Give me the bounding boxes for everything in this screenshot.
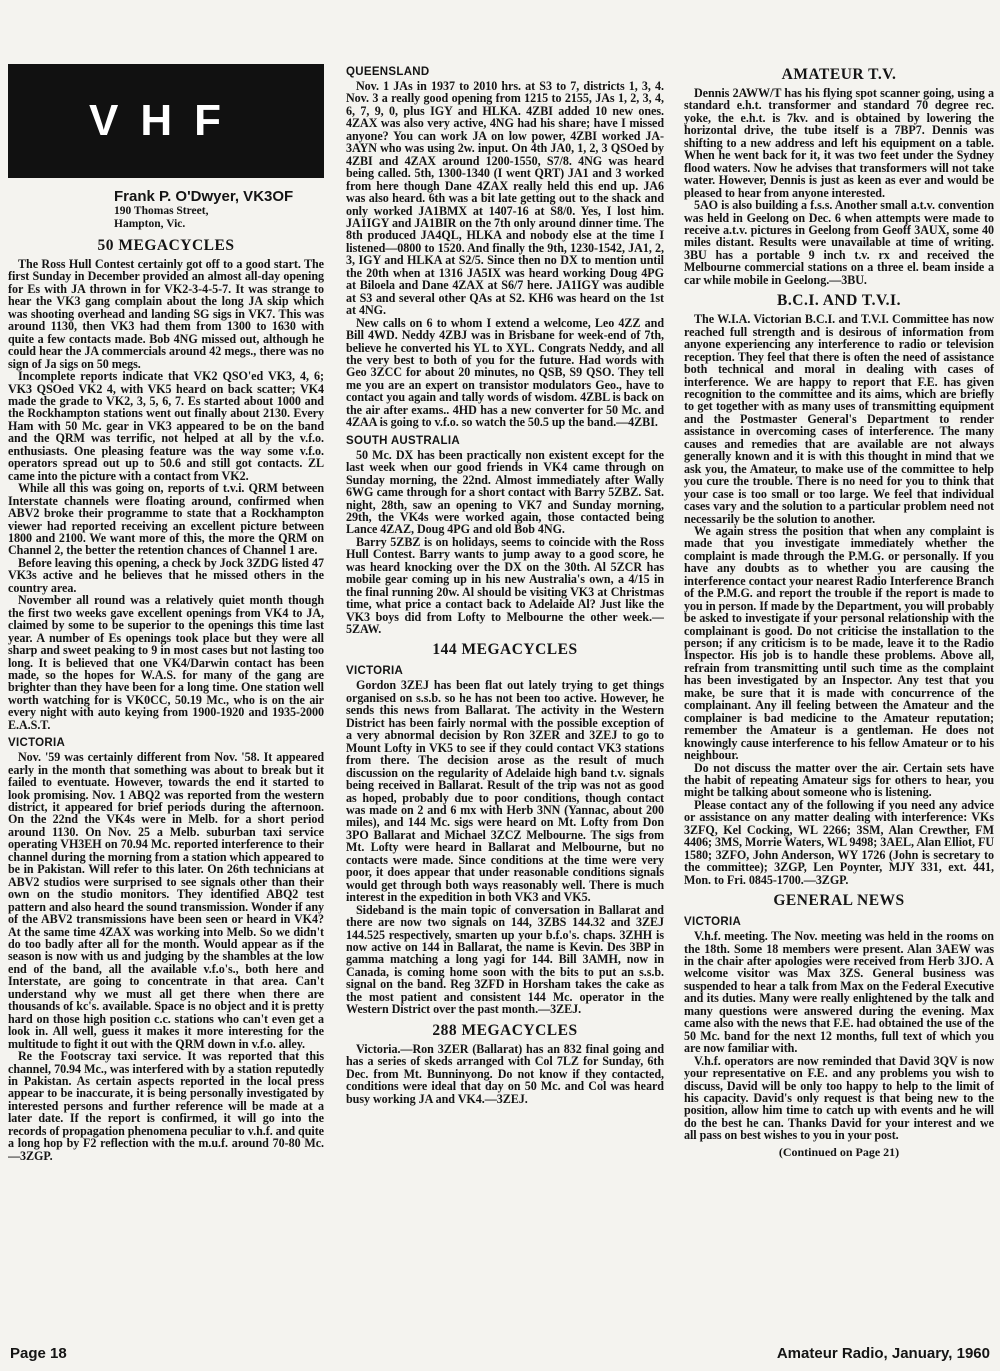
paragraph: Do not discuss the matter over the air. Certain sets have the habit of repeating Amateur sigs for others to hear, you might be talking about someone who is listening. <box>684 760 994 800</box>
paragraph: Barry 5ZBZ is on holidays, seems to coincide with the Ross Hull Contest. Barry wants to jump away to a good score, he was heard knocking over the DX on the 30th. Al 5ZCR has mobile gear coming up in his new Australia's own, a 4/15 in the final running 20w. Al should be visiting VK3 at Christmas time, what price a contact back to Adelaide Al? Just like the VK3 boys did from Lofty to Melbourne the other week.—5ZAW. <box>346 534 664 637</box>
section-heading-144mc: 144 MEGACYCLES <box>432 641 578 659</box>
author-name: Frank P. O'Dwyer, VK3OF <box>114 188 294 205</box>
subheading-queensland: QUEENSLAND <box>346 66 430 78</box>
author-block <box>114 188 324 231</box>
author-street: 190 Thomas Street, <box>114 205 209 217</box>
section-heading-general-news: GENERAL NEWS <box>773 892 905 910</box>
paragraph: V.h.f. meeting. The Nov. meeting was held in the rooms on the 18th. Some 18 members were present. Alan 3AEW was in the chair after apologies were received from Herb 3JO. A welcome visitor was Max 3ZS. General business was suspended to hear a talk from Max on the Federal Executive and its duties. Many were really enlightened by the talk and many questions were answered during the evening. Max came also with the news that F.E. had obtained the use of the 50 Mc. band for the next 12 months, full text of which you are now familiar with. <box>684 929 994 1056</box>
paragraph: Gordon 3ZEJ has been flat out lately trying to get things organised on s.s.b. so he has not been too active. However, he sends this news from Ballarat. The activity in the Western District has been fairly normal with the possible exception of a very abnormal decision by Ron 3ZER and 3ZEJ to go to Mount Lofty in VK5 to see if they could contact VK3 stations from there. The decision arose as the result of much discussion on the regularity of Adelaide high band t.v. signals being received in Ballarat. Result of the trip was not as good as hoped, probably due to poor conditions, though contact was made on 2 and 6 mx with Herb 3NN (Yannac, about 200 miles), and 144 Mc. sigs were heard on Mt. Lofty from Don 3PO Ballarat and Michael 3ZCZ Melbourne. The sigs from Mt. Lofty were heard in Ballarat and Melbourne, but no contacts were made. Since conditions at the time were very poor, it does appear that under reasonable conditions signals would get through both ways reasonably well. There is much interest in the expedition in both VK3 and VK5. <box>346 678 664 905</box>
paragraph: The W.I.A. Victorian B.C.I. and T.V.I. Committee has now reached full strength and is desirous of information from anyone experiencing any interference to radio or television reception. They feel that there is often the need of assistance both technical and moral in dealing with cases of interference. We are happy to report that F.E. has given recognition to the committee and its aims, which are briefly to get together with as many uses of transmitting equipment and the Postmaster General's Department to render assistance in overcoming cases of interference. The many causes and remedies that are available are not always generally known and it is with this thought in mind that we ask you, the Amateur, to make use of the committee to help you cure the trouble. There is no need for you to think that your case is too small or too large. We feel that individual cases vary and the solution to a particular problem need not necessarily be the solution to another. <box>684 312 994 526</box>
section-heading-amateur-tv: AMATEUR T.V. <box>781 66 897 83</box>
page-number: Page 18 <box>10 1345 67 1362</box>
paragraph: We again stress the position that when any complaint is made that you investigate immediately whether the complaint is made through the P.M.G. or personally. If you have any doubts as to whether you are causing the interference contact your nearest Radio Interference Branch of the P.M.G. and report the trouble if the report is made to you in person. If made by the Department, you will probably be asked to investigate if your personal relationship with the complainant is good. Do not criticise the installation to the person; if any criticism is to be made, leave it to the Radio Inspector. His job is to handle these problems. Above all, refrain from transmitting until such time as the complaint has been investigated by an Inspector. Any test that you make, be sure that it is made with concurrence of the complainant. Any ill feeling between the Amateur and the complainer is bad medicine to the Amateur reputation; remember the Amateur is a gentleman. He does not knowingly cause interference to his fellow Amateur or to his neighbour. <box>684 523 994 763</box>
paragraph: 50 Mc. DX has been practically non existent except for the last week when our good friends in VK4 came through on Sunday morning, the 22nd. Almost immediately after Wally 6WG came through for a short contact with Barry 5ZBZ. Sat. night, 28th, saw an opening to VK7 and Sunday morning, 29th, the VK4s were worked again, those contacted being Lance 4ZAZ, Doug 4PG and old Bob 4NG. <box>346 447 664 537</box>
section-badge: VHF <box>8 64 324 178</box>
paragraph: Re the Footscray taxi service. It was reported that this channel, 70.94 Mc., was interfered with by a station reputedly in Pakistan. As certain aspects reported in the local press appear to be inaccurate, it is being personally investigated by interested persons and further reference will be made at a later date. If the report is confirmed, it will go into the records of propagation phenomena peculiar to v.h.f. and quite a long hop by F2 reflection with the m.u.f. around 70-80 Mc.—3ZGP. <box>8 1049 324 1163</box>
column-right <box>684 66 994 1342</box>
paragraph: Incomplete reports indicate that VK2 QSO'ed VK3, 4, 6; VK3 QSOed VK2 4, with VK5 heard on back scatter; VK4 made the grade to VK2, 3, 5, 6, 7. Es started about 1000 and the Rockhampton stations went out finally about 2130. Every Ham with 50 Mc. gear in VK3 appeared to be on the band and the QRM was terrific, not helped at all by the v.f.o. enthusiasts. One pleasing feature was the way some v.f.o. operators spread out up to 50.6 and still got contacts. ZL came into the picture with a contact from VK2. <box>8 369 324 483</box>
paragraph: The Ross Hull Contest certainly got off to a good start. The first Sunday in December provided an almost all-day opening for Es with JA thrown in for VK2-3-4-5-7. It was strange to hear the VK3 gang complain about the long JA skip which was shooting overhead and landing SG sigs in VK7. This was around 1130, then VK3 had them from 1300 to 1630 with quite a few contacts made. Bob 4NG missed out, although he could hear the JA commercials around 42 megs., there was no sign of Ja sigs on 50 megs. <box>8 257 324 371</box>
paragraph: New calls on 6 to whom I extend a welcome, Leo 4ZZ and Bill 4WD. Neddy 4ZBJ was in Brisbane for week-end of 7th, believe he converted his YL to XYL. Congrats Neddy, and all the very best to both of you for the future. Had words with Geo 3ZCC for about 20 minutes, no QSB, S9 QSO. They tell me you are an expert on transistor modulators Geo., have to contact you again and tally words of wisdom. 4ZBL is back on the air after exams.. 4HD has a new converter for 50 Mc. and 4ZAA is going to v.f.o. so watch the 50.5 up the band.—4ZBI. <box>346 315 664 430</box>
paragraph: Nov. '59 was certainly different from Nov. '58. It appeared early in the month that something was about to break but it failed to eventuate. However, towards the end it started to look promising. Nov. 1 ABQ2 was reported from the western district, it appeared for brief periods during the afternoon. On the 22nd the VK4s were in Melb. for a short period around 1130. On Nov. 25 a Melb. suburban taxi service operating VH3EH on 70.94 Mc. reported interference to their channel during the morning from a station which appeared to be in Pakistan. Will refer to this later. On 26th technicians at ABV2 studios were surprised to see signals other than their own on the studio monitors. They identified ABQ2 test pattern and also heard the sound transmission. Wonder if any of the ABV2 transmissions have been seen or heard in VK4? At the same time 4ZAX was working into Melb. So we didn't do too badly after all for the month. Would appear as if the season is now with us and judging by the shambles at the low end of the band, all the available v.f.o's., both here and Interstate, are going to concentrate in that area. Can't understand why we must all get there when there are thousands of kc's. available. Space is no object and it is pretty hard on those high position c.c. stations who can't even get a look in. All well, guess it makes it more interesting for the multitude to fight it out with the QRM down in v.f.o. alley. <box>8 750 324 1051</box>
paragraph: While all this was going on, reports of t.v.i. QRM between Interstate channels were floating around, confirmed when ABV2 broke their programme to state that a Rockhampton viewer had reported receiving an excellent picture between 1800 and 2100. We want more of this, the more the QRM on Channel 2, the better the retention chances of Channel 1 are. <box>8 481 324 558</box>
paragraph: Nov. 1 JAs in 1937 to 2010 hrs. at S3 to 7, districts 1, 3, 4. Nov. 3 a really good opening from 1215 to 2155, JAs 1, 2, 3, 4, 6, 7, 9, 0, plus IGY and HLKA. 4ZBI added 10 new ones. 4ZAX was also very active, 4NG had his share; have I missed anyone? You can work JA on low power, 4ZBI worked JA-3AYN who was using 2w. input. On 4th JA0, 1, 2, 3 QSOed by 4ZBI and 4ZAX around 1200-1550, S7/8. 4NG was heard being called. 5th, 1300-1340 (I went QRT) JA1 and 3 worked from here though Dane 4ZAX really held this end up. JA6 was also heard. 6th was a bit late getting out to the shack and only worked JA1BMX at 1407-16 at S8/0. Yes, I lost him. JA1IGY and JA1BIR on the 7th only around dinner time. The 8th produced JA4QL, HLKA and nobody else at the time I listened—0800 to 1520. And finally the 9th, 1230-1542, JA1, 2, 3, IGY and HLKA at S2/5. Since then no DX to mention until the 20th when at 1316 JA5IX was heard working Doug 4PG at Biloela and Dane 4ZAX at S6/7 here. JA1IGY was audible at S3 and several other QAs at S2. KH6 was heard on the 1st at 4NG. <box>346 79 664 318</box>
subheading-victoria: VICTORIA <box>346 665 404 678</box>
paragraph: 5AO is also building a f.s.s. Another small a.t.v. convention was held in Geelong on Dec. 6 when attempts were made to receive a.t.v. pictures in Geelong from Geoff 3AUX, some 40 miles distant. Results were unavailable at time of writing. 3BU has a portable 9 inch t.v. rx and received the Melbourne commercial stations on a three el. beam inside a car while mobile in Geelong.—3BU. <box>684 198 994 287</box>
column-middle <box>346 66 664 1342</box>
paragraph: Sideband is the main topic of conversation in Ballarat and there are now two signals on 144, 3ZBS 144.32 and 3ZEJ 144.525 respectively, smarten up your b.f.o's. chaps. 3ZHH is now active on 144 in Ballarat, the name is Kevin. Des 3BP in gamma matching a long yagi for 144. Bill 3AMH, now in Canada, is coming home soon with the bits to put an s.s.b. signal on the band. Reg 3ZFD in Horsham takes the cake as the most patient and consistent 144 Mc. operator in the Western District over the past month.—3ZEJ. <box>346 902 664 1017</box>
section-heading-bci-tvi: B.C.I. AND T.V.I. <box>777 292 901 310</box>
paragraph: Dennis 2AWW/T has his flying spot scanner going, using a standard e.h.t. transformer and standard 70 degree rec. yoke, the e.h.t. is 7kv. and is obtained by lowering the horizontal drive, the tube itself is a 7BP7. Dennis was shifting to a new address and left his equipment on a table. When he went back for it, it was two feet under the Sydney flood waters. Now he advises that transformers will not take water. However, Dennis is just as keen as ever and would be pleased to hear from anyone interested. <box>684 86 994 200</box>
subheading-south-australia: SOUTH AUSTRALIA <box>346 434 460 447</box>
paragraph: Please contact any of the following if you need any advice or assistance on any matter dealing with interference: VKs 3ZFQ, Kel Cocking, WL 2266; 3SM, Alan Crewther, FM 4406; 3MS, Morrie Waters, WL 9498; 3AEL, Alan Elliot, FU 1580; 3ZFO, John Anderson, WY 1726 (John is secretary to the committee); 3ZGP, Len Poynter, MJY 331, ext. 441, Mon. to Fri. 0845-1700.—3ZGP. <box>684 797 994 887</box>
column-left <box>8 64 324 1340</box>
author-city: Hampton, Vic. <box>114 218 186 230</box>
publication-line: Amateur Radio, January, 1960 <box>776 1345 990 1362</box>
continued-note: (Continued on Page 21) <box>778 1144 900 1159</box>
paragraph: Victoria.—Ron 3ZER (Ballarat) has an 832 final going and has a series of skeds arranged with Col 7LZ for Sunday, 6th Dec. from Mt. Bunninyong. Do not know if they contacted, conditions were ideal that day on 50 Mc. and Col was heard busy working JA and VK4.—3ZEJ. <box>346 1041 664 1106</box>
subheading-victoria: VICTORIA <box>684 916 742 929</box>
paragraph: Before leaving this opening, a check by Jock 3ZDG listed 47 VK3s active and he believes that he missed others in the country area. <box>8 555 324 595</box>
section-heading-50mc: 50 MEGACYCLES <box>97 237 235 254</box>
section-heading-288mc: 288 MEGACYCLES <box>432 1021 578 1039</box>
subheading-victoria: VICTORIA <box>8 737 66 750</box>
paragraph: V.h.f. operators are now reminded that David 3QV is now your representative on F.E. and any problems you wish to discuss, David will be only too happy to help to the limit of his capacity. David's only request is that being new to the position, allow him time to catch up with events and he will do the best he can. Thanks David for your interest and we all pass on best wishes to you in your post. <box>684 1053 994 1143</box>
paragraph: November all round was a relatively quiet month though the first two weeks gave excellent openings from VK4 to JA, claimed by some to be superior to the openings this time last year. A number of Es openings took place but they were all sharp and sweet peaking to 9 in most cases but not lasting too long. It is believed that one VK4/Darwin contact has been made, so the hopes for W.A.S. for many of the gang are brighter than they have been for a long time. One station well worth watching for is VK0CC, 50.19 Mc., who is on the air every night with auto keying from 1900-1920 and 1935-2000 E.A.S.T. <box>8 593 324 732</box>
